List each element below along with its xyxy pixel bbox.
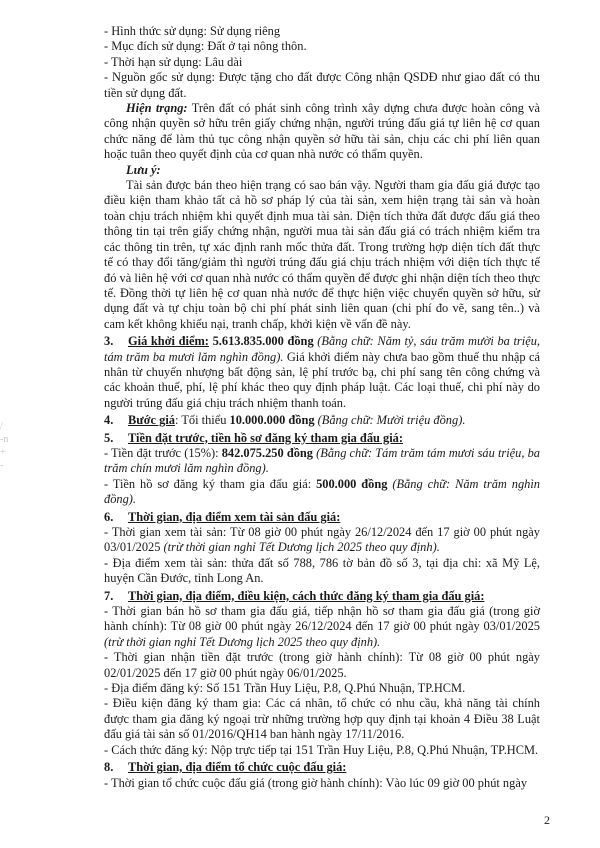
usage-form: - Hình thức sử dụng: Sử dụng riêng [104, 24, 281, 38]
note-paragraph: Tài sản được bán theo hiện trạng có sao bán vậy. Người tham gia đấu giá được tạo điều kiện tham khảo tất cả hồ sơ pháp lý của tài sản, xem hiện trạng tài sản và hoàn toàn chịu trách nhiệm khi quyết định mua tài sản. Diện tích thửa đất được đấu giá theo thông tin tại trên giấy chứng nhận, người mua tài sản đấu giá có trách nhiệm kiểm tra các thông tin trên, tự xác định ranh mốc thửa đất. Trong trường hợp diện tích đất thực tế có thay đổi tăng/giảm thì người trúng đấu giá chịu trách nhiệm với diện tích thực tế đó và liên hệ với cơ quan nhà nước có thẩm quyền để được ghi nhận diện tích theo thực tế. Đồng thời tự liên hệ cơ quan nhà nước để thực hiện việc chuyển quyền sở hữu, sử dụng đất và tự chịu toàn bộ chi phí phát sinh liên quan (chi phí đo vẽ, sang tên..) và cam kết không khiếu nại, tranh chấp, khởi kiện về vấn đề này. [104, 178, 540, 331]
registration-sale-time: - Thời gian bán hồ sơ tham gia đấu giá, tiếp nhận hồ sơ tham gia đấu giá (trong giờ hành chính): Từ 08 giờ 00 phút ngày 26/12/2024 đến 17 giờ 00 phút ngày 03/01/2025 (trừ thời gian nghỉ Tết Dương lịch 2025 theo quy định). [104, 604, 540, 649]
auction-time: - Thời gian tổ chức cuộc đấu giá (trong giờ hành chính): Vào lúc 09 giờ 00 phút ngày [104, 775, 528, 790]
viewing-place: - Địa điểm xem tài sản: thửa đất số 788, 786 tờ bản đồ số 3, tại địa chỉ: xã Mỹ Lệ, huyện Cần Đước, tỉnh Long An. [104, 555, 540, 586]
deposit-amount: - Tiền đặt trước (15%): 842.075.250 đồng (Bằng chữ: Tám trăm tám mươi sáu triệu, ba trăm chín mươi lăm nghìn đồng). [104, 445, 540, 476]
section-4-bid-step: 4. Bước giá: Tối thiểu 10.000.000 đồng (Bằng chữ: Mười triệu đồng). [104, 413, 466, 428]
section-3-starting-price: 3. Giá khởi điểm: 5.613.835.000 đồng (Bằng chữ: Năm tỷ, sáu trăm mười ba triệu, tám trăm ba mươi lăm nghìn đồng). Giá khởi điểm này chưa bao gồm thuế thu nhập cá nhân từ chuyển nhượng bất động sản, lệ phí trước bạ, chi phí sang tên công chứng và các khoản thuế, phí, lệ phí khác theo quy định pháp luật. Các loại thuế, chi phí này do người trúng đấu giá chịu trách nhiệm thanh toán. [104, 334, 540, 410]
usage-term: - Thời hạn sử dụng: Lâu dài [104, 54, 243, 69]
registration-conditions: - Điều kiện đăng ký tham gia: Các cá nhân, tổ chức có nhu cầu, khả năng tài chính được tham gia đăng ký ngoại trừ những trường hợp quy định tại khoản 4 Điều 38 Luật đấu giá tài sản số 01/2016/QH14 ban hành ngày 17/11/2016. [104, 696, 540, 742]
section-7-heading: 7. Thời gian, địa điểm, điều kiện, cách thức đăng ký tham gia đấu giá: [104, 588, 485, 603]
usage-purpose: - Mục đích sử dụng: Đất ở tại nông thôn. [104, 39, 307, 54]
section-8-heading: 8. Thời gian, địa điểm tổ chức cuộc đấu giá: [104, 760, 347, 775]
section-5-heading: 5. Tiền đặt trước, tiền hồ sơ đăng ký tham gia đấu giá: [104, 430, 403, 445]
registration-fee: - Tiền hồ sơ đăng ký tham gia đấu giá: 500.000 đồng (Bằng chữ: Năm trăm nghìn đồng). [104, 476, 540, 507]
current-status [104, 101, 540, 163]
section-6-heading: 6. Thời gian, địa điểm xem tài sản đấu giá: [104, 509, 341, 524]
scan-edge-marks: / -n + - [0, 421, 9, 471]
note-heading: Lưu ý: [126, 162, 161, 177]
registration-place: - Địa điểm đăng ký: Số 151 Trần Huy Liệu, P.8, Q.Phú Nhuận, TP.HCM. [104, 681, 466, 696]
registration-method: - Cách thức đăng ký: Nộp trực tiếp tại 151 Trần Huy Liệu, P.8, Q.Phú Nhuận, TP.HCM. [104, 742, 539, 757]
page-number: 2 [544, 812, 550, 827]
current-status-label: Hiện trạng: [126, 101, 188, 116]
deposit-time: - Thời gian nhận tiền đặt trước (trong giờ hành chính): Từ 08 giờ 00 phút ngày 02/01/2025 đến 17 giờ 00 phút ngày 06/01/2025. [104, 650, 540, 680]
current-status-text: Trên đất có phát sinh công trình xây dựng chưa được hoàn công và công nhận quyền sở hữu trên giấy chứng nhận, người trúng đấu giá tự liên hệ cơ quan chức năng để làm thủ tục công nhận quyền sở hữu tài sản, chịu các chi phí liên quan hoặc tuân theo quyết định của cơ quan nhà nước có thẩm quyền. [104, 101, 540, 162]
usage-origin: - Nguồn gốc sử dụng: Được tặng cho đất được Công nhận QSDĐ như giao đất có thu tiền sử dụng đất. [104, 70, 540, 100]
viewing-time: - Thời gian xem tài sản: Từ 08 giờ 00 phút ngày 26/12/2024 đến 17 giờ 00 phút ngày 03/01/2025 (trừ thời gian nghỉ Tết Dương lịch 2025 theo quy định). [104, 525, 540, 555]
